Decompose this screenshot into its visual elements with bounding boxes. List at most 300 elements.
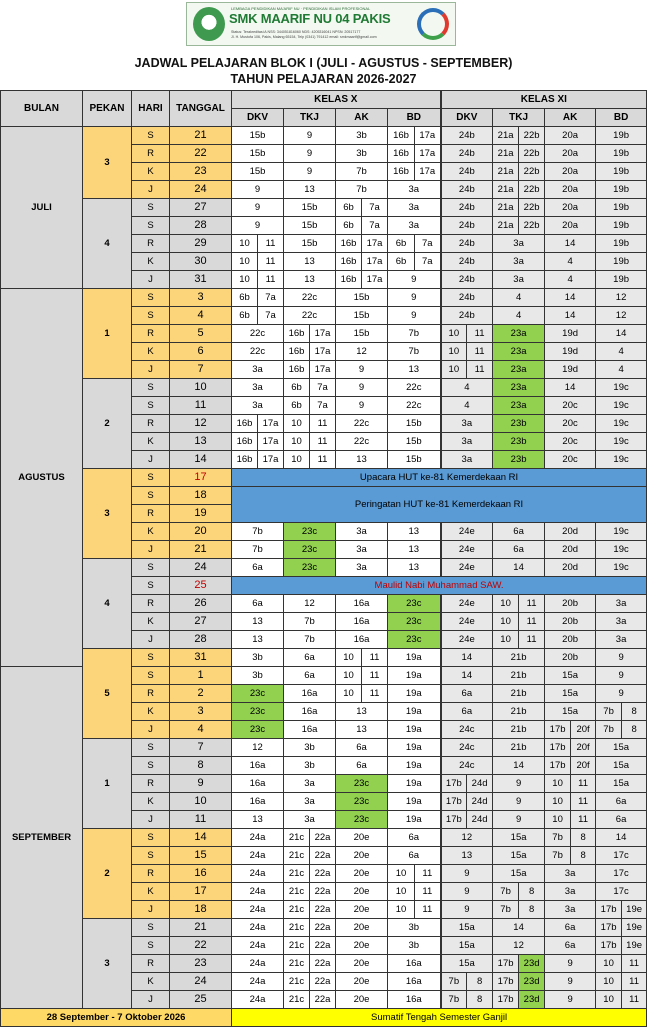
lesson-cell: 10 bbox=[388, 883, 415, 901]
lesson-cell: 13 bbox=[336, 721, 388, 739]
lesson-cell: 7b bbox=[284, 631, 336, 649]
lesson-cell: 16a bbox=[284, 703, 336, 721]
lesson-cell: 11 bbox=[467, 343, 493, 361]
lesson-cell: 19c bbox=[596, 541, 647, 559]
lesson-cell: 22a bbox=[310, 847, 336, 865]
lesson-cell: 7b bbox=[232, 541, 284, 559]
lesson-cell: 7a bbox=[415, 253, 441, 271]
lesson-cell: 9 bbox=[596, 667, 647, 685]
lesson-cell: 10 bbox=[284, 433, 310, 451]
day-cell: K bbox=[132, 883, 170, 901]
date-cell: 26 bbox=[170, 595, 232, 613]
lesson-cell: 3a bbox=[284, 811, 336, 829]
date-cell: 10 bbox=[170, 793, 232, 811]
lesson-cell: 8 bbox=[622, 703, 647, 721]
school-address-1: Status: Terakreditasi A NSS: 344051816060 NDS: 4205316041 NPSN: 20517177 bbox=[231, 30, 361, 34]
lesson-cell: 3a bbox=[336, 541, 388, 559]
lesson-cell: 21b bbox=[493, 739, 545, 757]
day-cell: S bbox=[132, 397, 170, 415]
event-banner: Upacara HUT ke-81 Kemerdekaan RI bbox=[232, 469, 647, 487]
lesson-cell: 3a bbox=[284, 793, 336, 811]
date-cell: 22 bbox=[170, 937, 232, 955]
lesson-cell: 3a bbox=[545, 901, 596, 919]
lesson-cell: 17b bbox=[545, 721, 571, 739]
date-cell: 27 bbox=[170, 199, 232, 217]
lesson-cell: 9 bbox=[596, 649, 647, 667]
lesson-cell: 19a bbox=[388, 775, 441, 793]
lesson-cell: 22a bbox=[310, 829, 336, 847]
lesson-cell: 13 bbox=[336, 451, 388, 469]
lesson-cell: 16b bbox=[232, 415, 258, 433]
day-cell: S bbox=[132, 739, 170, 757]
lesson-cell: 4 bbox=[493, 307, 545, 325]
day-cell: J bbox=[132, 901, 170, 919]
date-cell: 4 bbox=[170, 307, 232, 325]
lesson-cell: 8 bbox=[571, 829, 596, 847]
date-cell: 31 bbox=[170, 649, 232, 667]
header-kelas-xi: KELAS XI bbox=[441, 91, 647, 109]
date-cell: 31 bbox=[170, 271, 232, 289]
lesson-cell: 10 bbox=[493, 631, 519, 649]
lesson-cell: 8 bbox=[519, 901, 545, 919]
lesson-cell: 9 bbox=[493, 793, 545, 811]
day-cell: S bbox=[132, 937, 170, 955]
lesson-cell: 9 bbox=[545, 991, 596, 1009]
lesson-cell: 24a bbox=[232, 883, 284, 901]
date-cell: 6 bbox=[170, 343, 232, 361]
date-cell: 2 bbox=[170, 685, 232, 703]
lesson-cell: 6b bbox=[336, 217, 362, 235]
lesson-cell: 10 bbox=[336, 685, 362, 703]
day-cell: R bbox=[132, 595, 170, 613]
lesson-cell: 15b bbox=[388, 415, 441, 433]
lesson-cell: 3a bbox=[336, 559, 388, 577]
lesson-cell: 16b bbox=[284, 361, 310, 379]
lesson-cell: 6a bbox=[596, 811, 647, 829]
lesson-cell: 15b bbox=[232, 127, 284, 145]
lesson-cell: 23d bbox=[519, 991, 545, 1009]
header-x-ak: AK bbox=[336, 109, 388, 127]
lesson-cell: 21c bbox=[284, 991, 310, 1009]
lesson-cell: 24b bbox=[441, 307, 493, 325]
lesson-cell: 22c bbox=[232, 325, 284, 343]
day-cell: K bbox=[132, 613, 170, 631]
date-cell: 22 bbox=[170, 145, 232, 163]
lesson-cell: 22a bbox=[310, 955, 336, 973]
lesson-cell: 15b bbox=[336, 325, 388, 343]
lesson-cell: 16b bbox=[388, 163, 415, 181]
lesson-cell: 11 bbox=[571, 793, 596, 811]
day-cell: R bbox=[132, 145, 170, 163]
lesson-cell: 6a bbox=[545, 919, 596, 937]
lesson-cell: 4 bbox=[545, 271, 596, 289]
lesson-cell: 22b bbox=[519, 181, 545, 199]
day-cell: J bbox=[132, 271, 170, 289]
header-hari: HARI bbox=[132, 91, 170, 127]
date-cell: 27 bbox=[170, 613, 232, 631]
lesson-cell: 16a bbox=[336, 631, 388, 649]
lesson-cell: 21c bbox=[284, 829, 310, 847]
lesson-cell: 3a bbox=[441, 433, 493, 451]
schedule-row bbox=[1, 469, 647, 487]
lesson-cell: 9 bbox=[545, 955, 596, 973]
lesson-cell: 6a bbox=[388, 829, 441, 847]
week-cell: 5 bbox=[83, 649, 132, 739]
lesson-cell: 7a bbox=[258, 289, 284, 307]
lesson-cell: 23c bbox=[232, 703, 284, 721]
date-cell: 15 bbox=[170, 847, 232, 865]
lesson-cell: 10 bbox=[441, 343, 467, 361]
lesson-cell: 22a bbox=[310, 937, 336, 955]
lesson-cell: 24e bbox=[441, 613, 493, 631]
lesson-cell: 7b bbox=[441, 973, 467, 991]
lesson-cell: 6a bbox=[545, 937, 596, 955]
lesson-cell: 17c bbox=[596, 847, 647, 865]
lesson-cell: 16a bbox=[232, 757, 284, 775]
date-cell: 23 bbox=[170, 955, 232, 973]
lesson-cell: 10 bbox=[545, 793, 571, 811]
lesson-cell: 20a bbox=[545, 181, 596, 199]
lesson-cell: 19b bbox=[596, 127, 647, 145]
schedule-row bbox=[1, 379, 647, 397]
lesson-cell: 12 bbox=[284, 595, 336, 613]
lesson-cell: 15a bbox=[441, 955, 493, 973]
lesson-cell: 24c bbox=[441, 721, 493, 739]
date-cell: 29 bbox=[170, 235, 232, 253]
lesson-cell: 9 bbox=[545, 973, 596, 991]
lesson-cell: 11 bbox=[362, 667, 388, 685]
lesson-cell: 23c bbox=[388, 631, 441, 649]
lesson-cell: 3a bbox=[596, 613, 647, 631]
lesson-cell: 15a bbox=[596, 757, 647, 775]
lesson-cell: 3b bbox=[284, 739, 336, 757]
lesson-cell: 19a bbox=[388, 757, 441, 775]
lesson-cell: 7b bbox=[388, 325, 441, 343]
lesson-cell: 24a bbox=[232, 901, 284, 919]
week-cell: 4 bbox=[83, 199, 132, 289]
lesson-cell: 24e bbox=[441, 523, 493, 541]
lesson-cell: 11 bbox=[571, 775, 596, 793]
date-cell: 24 bbox=[170, 973, 232, 991]
lesson-cell: 19b bbox=[596, 253, 647, 271]
lesson-cell: 19c bbox=[596, 523, 647, 541]
date-cell: 18 bbox=[170, 901, 232, 919]
lesson-cell: 4 bbox=[596, 361, 647, 379]
lesson-cell: 20a bbox=[545, 199, 596, 217]
lesson-cell: 17b bbox=[493, 973, 519, 991]
lesson-cell: 9 bbox=[232, 181, 284, 199]
lesson-cell: 17a bbox=[310, 361, 336, 379]
lesson-cell: 11 bbox=[415, 865, 441, 883]
lesson-cell: 17b bbox=[545, 757, 571, 775]
lesson-cell: 10 bbox=[232, 271, 258, 289]
lesson-cell: 23c bbox=[284, 541, 336, 559]
lesson-cell: 22c bbox=[388, 379, 441, 397]
week-cell: 4 bbox=[83, 559, 132, 649]
day-cell: S bbox=[132, 487, 170, 505]
lesson-cell: 3b bbox=[336, 145, 388, 163]
lesson-cell: 11 bbox=[258, 253, 284, 271]
lesson-cell: 15a bbox=[493, 865, 545, 883]
lesson-cell: 9 bbox=[441, 883, 493, 901]
week-cell: 2 bbox=[83, 379, 132, 469]
day-cell: S bbox=[132, 847, 170, 865]
lesson-cell: 22c bbox=[336, 433, 388, 451]
event-banner: Maulid Nabi Muhammad SAW. bbox=[232, 577, 647, 595]
date-cell: 20 bbox=[170, 523, 232, 541]
lesson-cell: 13 bbox=[388, 559, 441, 577]
lesson-cell: 16b bbox=[336, 271, 362, 289]
event-banner: Peringatan HUT ke-81 Kemerdekaan RI bbox=[232, 487, 647, 523]
lesson-cell: 19a bbox=[388, 739, 441, 757]
date-cell: 23 bbox=[170, 163, 232, 181]
lesson-cell: 19c bbox=[596, 379, 647, 397]
schedule-table bbox=[0, 90, 647, 1027]
lesson-cell: 10 bbox=[388, 865, 415, 883]
lesson-cell: 7b bbox=[545, 829, 571, 847]
lesson-cell: 11 bbox=[310, 433, 336, 451]
lesson-cell: 22a bbox=[310, 901, 336, 919]
lesson-cell: 22a bbox=[310, 991, 336, 1009]
week-cell: 1 bbox=[83, 739, 132, 829]
date-cell: 18 bbox=[170, 487, 232, 505]
lesson-cell: 11 bbox=[571, 811, 596, 829]
day-cell: S bbox=[132, 127, 170, 145]
date-cell: 17 bbox=[170, 469, 232, 487]
date-cell: 8 bbox=[170, 757, 232, 775]
day-cell: K bbox=[132, 433, 170, 451]
lesson-cell: 8 bbox=[622, 721, 647, 739]
day-cell: S bbox=[132, 577, 170, 595]
lesson-cell: 21c bbox=[284, 883, 310, 901]
lesson-cell: 19b bbox=[596, 217, 647, 235]
school-mark-icon bbox=[417, 8, 449, 40]
lesson-cell: 16b bbox=[388, 145, 415, 163]
lesson-cell: 20e bbox=[336, 865, 388, 883]
lesson-cell: 24e bbox=[441, 559, 493, 577]
lesson-cell: 9 bbox=[336, 361, 388, 379]
lesson-cell: 17a bbox=[310, 343, 336, 361]
lesson-cell: 22c bbox=[284, 289, 336, 307]
lesson-cell: 14 bbox=[545, 235, 596, 253]
lesson-cell: 24e bbox=[441, 595, 493, 613]
lesson-cell: 16b bbox=[336, 235, 362, 253]
date-cell: 17 bbox=[170, 883, 232, 901]
lesson-cell: 3a bbox=[545, 883, 596, 901]
lesson-cell: 21b bbox=[493, 703, 545, 721]
lesson-cell: 17a bbox=[258, 433, 284, 451]
day-cell: J bbox=[132, 361, 170, 379]
lesson-cell: 15b bbox=[284, 235, 336, 253]
lesson-cell: 16a bbox=[388, 973, 441, 991]
lesson-cell: 19b bbox=[596, 145, 647, 163]
day-cell: S bbox=[132, 469, 170, 487]
lesson-cell: 12 bbox=[441, 829, 493, 847]
lesson-cell: 11 bbox=[519, 613, 545, 631]
lesson-cell: 6a bbox=[493, 541, 545, 559]
lesson-cell: 24b bbox=[441, 289, 493, 307]
lesson-cell: 11 bbox=[310, 451, 336, 469]
schedule-row bbox=[1, 559, 647, 577]
lesson-cell: 6b bbox=[232, 307, 258, 325]
lesson-cell: 3b bbox=[388, 937, 441, 955]
date-cell: 21 bbox=[170, 127, 232, 145]
date-cell: 25 bbox=[170, 991, 232, 1009]
day-cell: J bbox=[132, 721, 170, 739]
lesson-cell: 10 bbox=[284, 451, 310, 469]
lesson-cell: 17c bbox=[596, 883, 647, 901]
lesson-cell: 7b bbox=[232, 523, 284, 541]
lesson-cell: 11 bbox=[467, 361, 493, 379]
lesson-cell: 16a bbox=[388, 955, 441, 973]
lesson-cell: 11 bbox=[362, 649, 388, 667]
day-cell: S bbox=[132, 757, 170, 775]
day-cell: K bbox=[132, 163, 170, 181]
lesson-cell: 15a bbox=[441, 937, 493, 955]
lesson-cell: 15a bbox=[596, 775, 647, 793]
lesson-cell: 24c bbox=[441, 757, 493, 775]
lesson-cell: 20f bbox=[571, 721, 596, 739]
lesson-cell: 15a bbox=[545, 685, 596, 703]
lesson-cell: 15b bbox=[336, 307, 388, 325]
week-cell: 1 bbox=[83, 289, 132, 379]
week-cell: 3 bbox=[83, 919, 132, 1009]
schedule-row bbox=[1, 199, 647, 217]
lesson-cell: 17b bbox=[545, 739, 571, 757]
lesson-cell: 21c bbox=[284, 901, 310, 919]
lesson-cell: 14 bbox=[545, 289, 596, 307]
lesson-cell: 7b bbox=[493, 883, 519, 901]
lesson-cell: 21c bbox=[284, 955, 310, 973]
day-cell: S bbox=[132, 307, 170, 325]
lesson-cell: 22b bbox=[519, 199, 545, 217]
lesson-cell: 10 bbox=[284, 415, 310, 433]
lesson-cell: 10 bbox=[596, 991, 622, 1009]
lesson-cell: 20e bbox=[336, 829, 388, 847]
lesson-cell: 19a bbox=[388, 811, 441, 829]
lesson-cell: 13 bbox=[284, 253, 336, 271]
lesson-cell: 10 bbox=[596, 973, 622, 991]
date-cell: 7 bbox=[170, 361, 232, 379]
lesson-cell: 14 bbox=[545, 307, 596, 325]
lesson-cell: 22b bbox=[519, 127, 545, 145]
lesson-cell: 3a bbox=[388, 181, 441, 199]
lesson-cell: 7a bbox=[362, 217, 388, 235]
lesson-cell: 24b bbox=[441, 163, 493, 181]
lesson-cell: 20e bbox=[336, 919, 388, 937]
lesson-cell: 19c bbox=[596, 397, 647, 415]
day-cell: R bbox=[132, 955, 170, 973]
lesson-cell: 24d bbox=[467, 793, 493, 811]
date-cell: 25 bbox=[170, 577, 232, 595]
lesson-cell: 3a bbox=[388, 199, 441, 217]
lesson-cell: 8 bbox=[519, 883, 545, 901]
lesson-cell: 17a bbox=[362, 271, 388, 289]
lesson-cell: 6a bbox=[336, 739, 388, 757]
lesson-cell: 10 bbox=[336, 649, 362, 667]
lesson-cell: 17c bbox=[596, 865, 647, 883]
lesson-cell: 10 bbox=[388, 901, 415, 919]
lesson-cell: 3a bbox=[596, 595, 647, 613]
schedule-title: JADWAL PELAJARAN BLOK I (JULI - AGUSTUS - SEPTEMBER) bbox=[134, 56, 513, 70]
date-cell: 5 bbox=[170, 325, 232, 343]
lesson-cell: 20e bbox=[336, 973, 388, 991]
lesson-cell: 24a bbox=[232, 973, 284, 991]
lesson-cell: 19b bbox=[596, 163, 647, 181]
lesson-cell: 3a bbox=[596, 631, 647, 649]
lesson-cell: 24c bbox=[441, 739, 493, 757]
lesson-cell: 11 bbox=[258, 235, 284, 253]
lesson-cell: 23a bbox=[493, 379, 545, 397]
lesson-cell: 4 bbox=[441, 379, 493, 397]
lesson-cell: 19a bbox=[388, 721, 441, 739]
lesson-cell: 20c bbox=[545, 415, 596, 433]
day-cell: K bbox=[132, 793, 170, 811]
lesson-cell: 24b bbox=[441, 181, 493, 199]
day-cell: S bbox=[132, 559, 170, 577]
lesson-cell: 4 bbox=[441, 397, 493, 415]
lesson-cell: 20a bbox=[545, 145, 596, 163]
lesson-cell: 3a bbox=[493, 253, 545, 271]
header-tanggal: TANGGAL bbox=[170, 91, 232, 127]
lesson-cell: 17a bbox=[362, 235, 388, 253]
lesson-cell: 10 bbox=[545, 775, 571, 793]
lesson-cell: 20a bbox=[545, 217, 596, 235]
lesson-cell: 19c bbox=[596, 415, 647, 433]
date-cell: 11 bbox=[170, 811, 232, 829]
lesson-cell: 20a bbox=[545, 127, 596, 145]
lesson-cell: 13 bbox=[284, 271, 336, 289]
lesson-cell: 6a bbox=[284, 667, 336, 685]
date-cell: 28 bbox=[170, 217, 232, 235]
lesson-cell: 6b bbox=[388, 235, 415, 253]
lesson-cell: 10 bbox=[493, 613, 519, 631]
lesson-cell: 15b bbox=[232, 163, 284, 181]
lesson-cell: 16b bbox=[284, 343, 310, 361]
lesson-cell: 9 bbox=[284, 127, 336, 145]
footer-period: 28 September - 7 Oktober 2026 bbox=[1, 1009, 232, 1027]
lesson-cell: 19d bbox=[545, 361, 596, 379]
lesson-cell: 19d bbox=[545, 343, 596, 361]
lesson-cell: 7a bbox=[362, 199, 388, 217]
lesson-cell: 6b bbox=[284, 397, 310, 415]
lesson-cell: 10 bbox=[441, 361, 467, 379]
lesson-cell: 21b bbox=[493, 667, 545, 685]
lesson-cell: 14 bbox=[493, 757, 545, 775]
footer-event: Sumatif Tengah Semester Ganjil bbox=[232, 1009, 647, 1027]
day-cell: K bbox=[132, 973, 170, 991]
day-cell: R bbox=[132, 505, 170, 523]
lesson-cell: 19a bbox=[388, 703, 441, 721]
schedule-body bbox=[1, 127, 647, 1009]
date-cell: 24 bbox=[170, 559, 232, 577]
lesson-cell: 19c bbox=[596, 433, 647, 451]
lesson-cell: 23c bbox=[336, 793, 388, 811]
lesson-cell: 17b bbox=[596, 901, 622, 919]
date-cell: 30 bbox=[170, 253, 232, 271]
lesson-cell: 9 bbox=[493, 775, 545, 793]
lesson-cell: 8 bbox=[467, 991, 493, 1009]
day-cell: S bbox=[132, 199, 170, 217]
date-cell: 1 bbox=[170, 667, 232, 685]
day-cell: S bbox=[132, 829, 170, 847]
lesson-cell: 23a bbox=[493, 343, 545, 361]
lesson-cell: 24e bbox=[441, 541, 493, 559]
lesson-cell: 11 bbox=[362, 685, 388, 703]
lesson-cell: 4 bbox=[493, 289, 545, 307]
lesson-cell: 4 bbox=[545, 253, 596, 271]
lesson-cell: 17b bbox=[493, 955, 519, 973]
